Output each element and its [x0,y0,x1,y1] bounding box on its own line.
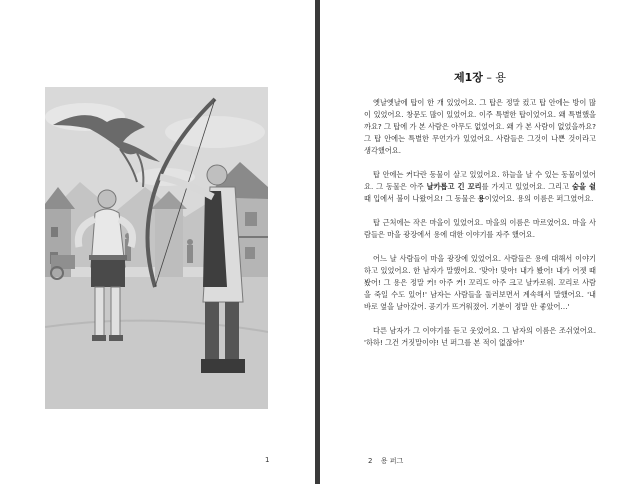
left-page [0,0,315,484]
chapter-number: 제1장 [453,71,483,84]
bold-vocabulary: 날카롭고 긴 꼬리 [426,182,482,191]
chapter-separator: – [486,71,492,84]
bold-vocabulary: 용 [477,194,485,203]
chapter-body-text [364,97,596,361]
paragraph [364,253,596,313]
paragraph-text: 탑 근처에는 작은 마을이 있었어요. 마을의 이름은 마르였어요. 마을 사람들은 마을 광장에서 용에 대한 이야기를 자주 했어요. [364,218,596,239]
chapter-title [320,69,640,85]
paragraph [364,169,596,205]
paragraph-text: 어느 날 사람들이 마을 광장에 있었어요. 사람들은 용에 대해서 이야기하고 있었어요. 한 남자가 말했어요. '맞아! 맞아! 내가 봤어! 내가 어젯 때 봤어! 그 용은 정말 커! 아주 커! 꼬리도 아주 크고 날카로워. 꼬리로 사람을 죽일 수도 있어!' 남자는 사람들을 둘러보면서 계속해서 말했어요. '내 바로 옆을 날아갔어. 공기가 뜨거워졌어. 기분이 정말 안 좋았어…' [364,254,596,311]
paragraph-text: 때 입에서 불이 나왔어요! 그 동물은 [364,194,478,203]
paragraph-text: 이었어요. 용의 이름은 퍼그였어요. [484,194,594,203]
paragraph-text: 를 가지고 있었어요. 그리고 [481,182,572,191]
paragraph-text: 옛날옛날에 탑이 한 개 있었어요. 그 탑은 정말 컸고 탑 안에는 방이 많이 있었어요. 창문도 많이 있었어요. 이주 특별한 탑이었어요. 왜 특별했을까요? 그 탑에 가 본 사람은 아무도 없었어요. 왜 가 본 사람이 없었을까요? 그 탑 안에는 특별한 무언가가 있었어요. 사람들은 그것이 나쁜 것이라고 생각했어요. [364,98,596,155]
paragraph [364,97,596,157]
right-page [320,0,640,484]
paragraph-text: 탑 안에는 커다란 동물이 살고 있었어요. 하늘을 날 수 있는 동물이었어요. 그 동물은 아주 [364,170,596,191]
paragraph [364,217,596,241]
chapter-illustration [45,87,268,409]
running-head: 용 퍼그 [380,457,404,465]
right-page-footer [368,456,409,466]
paragraph-text: 다른 남자가 그 이야기를 듣고 웃었어요. 그 남자의 이름은 조쉬였어요. '하하! 그건 거짓말이야! 넌 퍼그를 본 적이 없잖아!' [364,326,596,347]
paragraph [364,325,596,349]
chapter-name: 용 [495,71,507,84]
page-number-left: 1 [265,456,270,464]
bold-vocabulary: 숨을 쉴 [572,182,596,191]
illustration-svg [45,87,268,409]
page-number-right: 2 [368,457,373,465]
